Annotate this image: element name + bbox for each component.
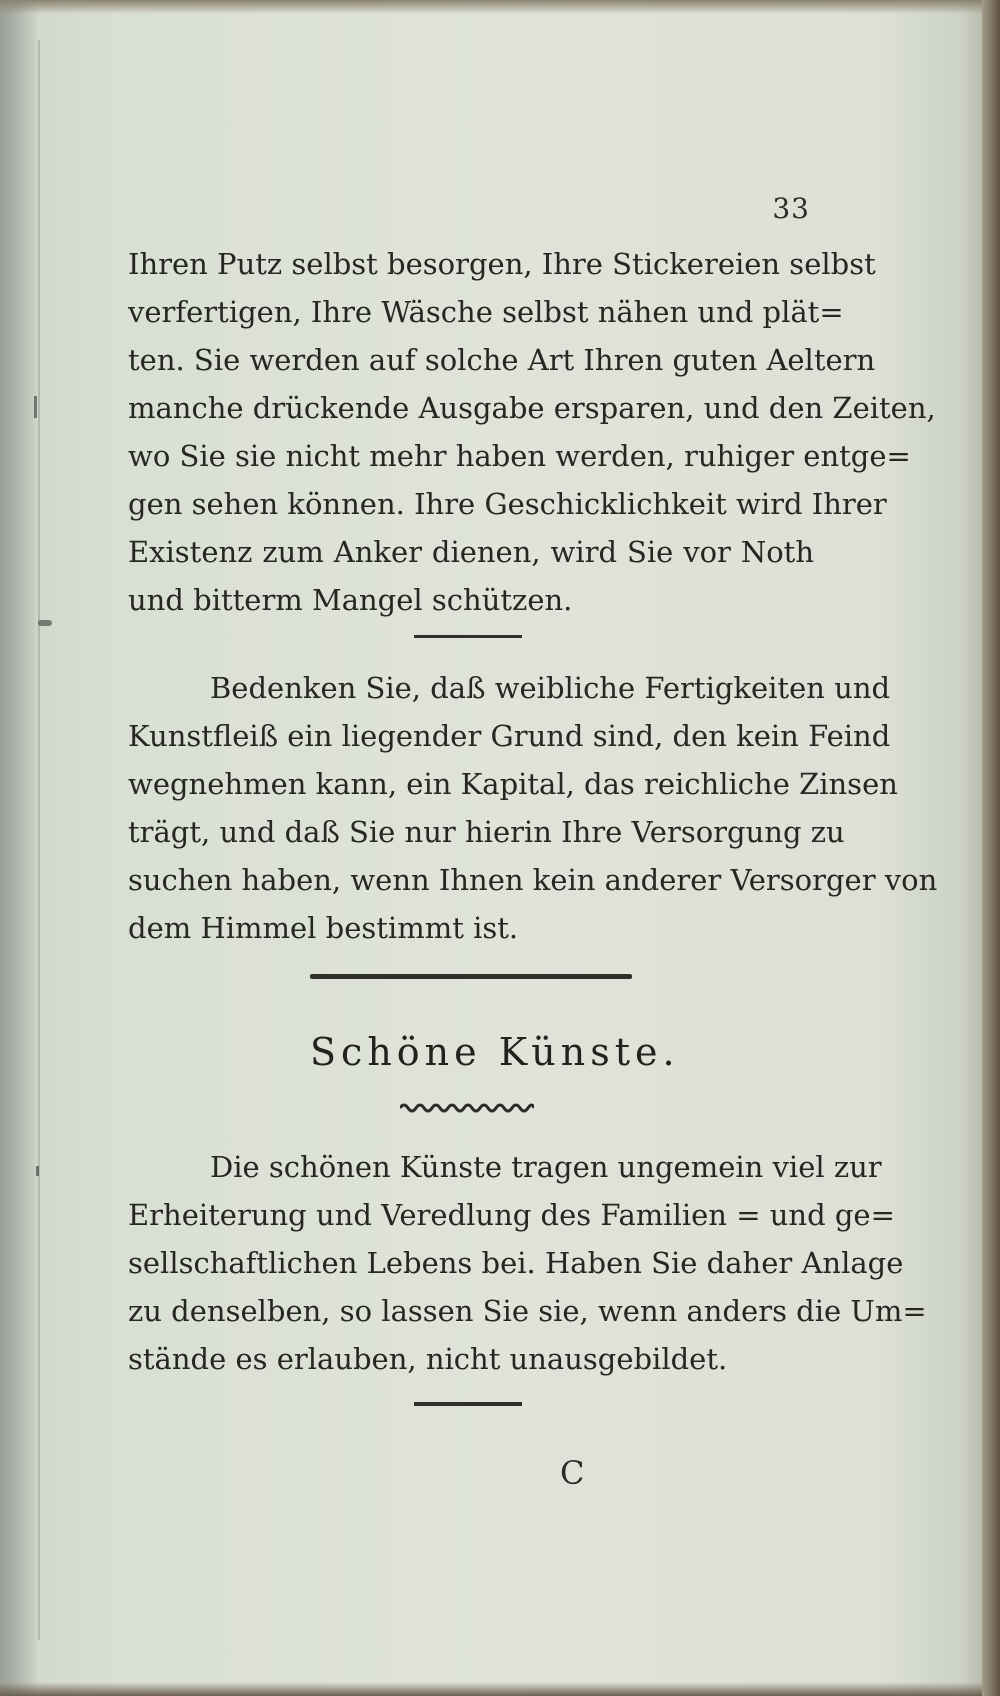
text-line: Existenz zum Anker dienen, wird Sie vor Noth: [128, 535, 814, 569]
text-line: zu denselben, so lassen Sie sie, wenn anders die Um=: [128, 1294, 927, 1328]
margin-mark: [38, 620, 52, 626]
section-divider-rule: [310, 974, 632, 979]
gutter-line: [38, 40, 40, 1640]
text-line: Ihren Putz selbst besorgen, Ihre Stickereien selbst: [128, 247, 876, 281]
text-line: und bitterm Mangel schützen.: [128, 583, 573, 617]
separator-rule: [414, 635, 522, 638]
page-right-edge: [982, 0, 1000, 1696]
paragraph-2: [128, 664, 938, 952]
text-line: suchen haben, wenn Ihnen kein anderer Versorger von: [128, 863, 938, 897]
text-line: sellschaftlichen Lebens bei. Haben Sie daher Anlage: [128, 1246, 904, 1280]
paragraph-1: [128, 240, 936, 624]
text-line: wegnehmen kann, ein Kapital, das reichliche Zinsen: [128, 767, 898, 801]
text-line: gen sehen können. Ihre Geschicklichkeit wird Ihrer: [128, 487, 887, 521]
text-line: verfertigen, Ihre Wäsche selbst nähen und plät=: [128, 295, 844, 329]
margin-mark: [34, 396, 37, 418]
text-line: wo Sie sie nicht mehr haben werden, ruhiger entge=: [128, 439, 911, 473]
text-line: dem Himmel bestimmt ist.: [128, 911, 519, 945]
text-line: Bedenken Sie, daß weibliche Fertigkeiten und: [210, 671, 891, 705]
text-line: trägt, und daß Sie nur hierin Ihre Versorgung zu: [128, 815, 845, 849]
top-edge: [0, 0, 1000, 14]
section-heading: Schöne Künste.: [310, 1030, 680, 1074]
text-line: Kunstfleiß ein liegender Grund sind, den kein Feind: [128, 719, 891, 753]
gutter-shadow: [0, 0, 38, 1696]
end-rule: [414, 1402, 522, 1406]
text-line: Erheiterung und Veredlung des Familien = und ge=: [128, 1198, 895, 1232]
paragraph-3: [128, 1143, 927, 1383]
text-line: stände es erlauben, nicht unausgebildet.: [128, 1342, 728, 1376]
printer-signature: C: [560, 1454, 585, 1492]
text-line: manche drückende Ausgabe ersparen, und den Zeiten,: [128, 391, 936, 425]
bottom-edge: [0, 1682, 1000, 1696]
wavy-ornament: [400, 1101, 534, 1115]
text-line: Die schönen Künste tragen ungemein viel zur: [210, 1150, 882, 1184]
text-line: ten. Sie werden auf solche Art Ihren guten Aeltern: [128, 343, 876, 377]
page-number: 33: [772, 192, 810, 225]
margin-mark: [36, 1166, 39, 1176]
